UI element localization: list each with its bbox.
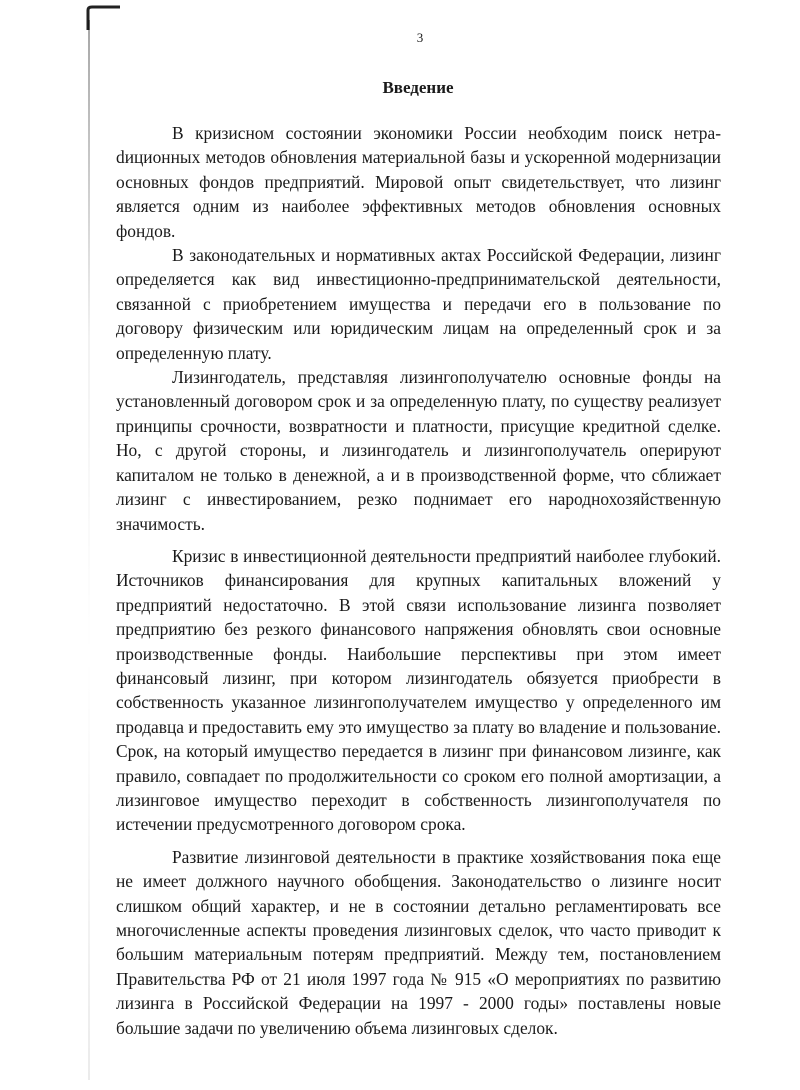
paragraph-4: Кризис в инвестиционной деятельности предприятий наиболее глубокий. Источников финансирования для крупных капитальных вложений у предприятий недостаточно. В этой связи использование лизинга позволяет предприятию без резкого финансового напряжения обновлять свои основные производственные фонды. Наибольшие перспективы при этом имеет финансовый лизинг, при котором лизингодатель обязуется приобрести в собственность указанное лизингополучателем имущество у определенного им продавца и предоставить ему это имущество за плату во владение и пользование. Срок, на который имущество передается в лизинг при финансовом лизинге, как правило, совпадает по продолжительности со сроком его полной амортизации, а лизинговое имущество переходит в собственность лизингополучателя по истечении предусмотренного договором срока. [116, 545, 721, 835]
scan-corner-mark [86, 4, 122, 32]
body-text [116, 121, 721, 1040]
paragraph-5: Развитие лизинговой деятельности в практике хозяйствования пока еще не имеет должного научного обобщения. Законодательство о лизинге носит слишком общий характер, и не в состоянии детально регламентировать все многочисленные аспекты проведения лизинговых сделок, что часто приводит к большим материальным потерям предприятий. Между тем, постановлением Правительства РФ от 21 июля 1997 года № 915 «О мероприятиях по развитию лизинга в Российской Федерации на 1997 - 2000 годы» поставлены новые большие задачи по увеличению объема лизинговых сделок. [116, 846, 721, 1038]
page-number: 3 [416, 30, 424, 45]
paragraph-3: Лизингодатель, представляя лизингополучателю основные фонды на установленный договором срок и за определенную плату, по существу реализует принципы срочности, возвратности и платности, присущие кредитной сделке. Но, с другой стороны, и лизингодатель и лизингополучатель оперируют капиталом не только в денежной, а и в производственной форме, что сближает лизинг с инвестированием, резко поднимает его народнохозяйственную значимость. [116, 367, 721, 534]
section-heading: Введение [382, 78, 454, 97]
paragraph-1: В кризисном состоянии экономики России необходим поиск нетраdиционных методов обновления материальной базы и ускоренной модернизации основных фондов предприятий. Мировой опыт свидетельствует, что лизинг является одним из наиболее эффективных методов обновления основных фондов. [116, 123, 721, 241]
scan-left-edge [88, 20, 90, 1080]
paragraph-2: В законодательных и нормативных актах Российской Федерации, лизинг определяется как вид инвестиционно-предпринимательской деятельности, связанной с приобретением имущества и передачи его в пользование по договору физическим или юридическим лицам на определенный срок и за определенную плату. [116, 245, 721, 363]
